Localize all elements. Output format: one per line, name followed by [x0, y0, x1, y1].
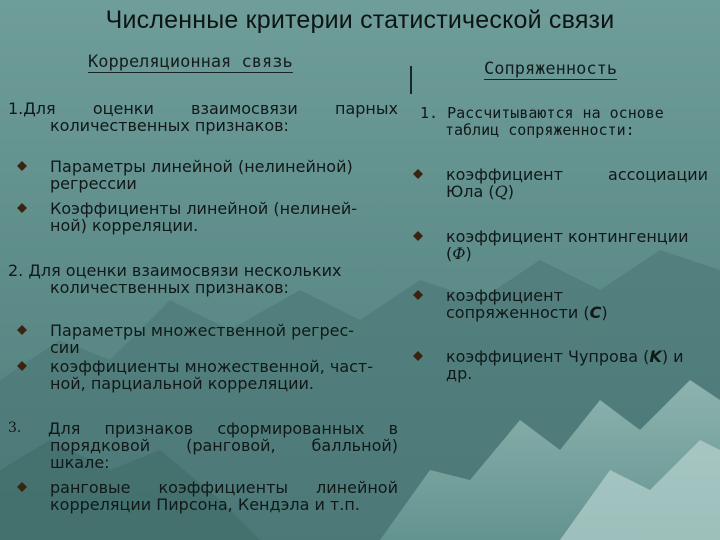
- right-bullet-3-line2-pre: сопряженности (: [446, 303, 590, 322]
- left-section-1-word-2: взаимосвязи: [191, 99, 298, 118]
- right-bullet-1-line2: [446, 183, 708, 200]
- left-bullet-1-line1: Параметры линейной (нелинейной): [50, 157, 353, 176]
- left-section-3-heading-line3: шкале:: [50, 453, 110, 472]
- left-section-1-number: 1.Для: [8, 99, 56, 118]
- left-section-3-heading: [8, 420, 398, 471]
- right-bullet-2: [446, 228, 708, 262]
- left-section-3-heading-line1-text: Для признаков сформированных в: [48, 419, 398, 438]
- bullet-diamond-icon: [17, 482, 27, 492]
- left-bullet-3-line2: сии: [50, 338, 80, 357]
- bullet-diamond-icon: [413, 169, 423, 179]
- left-bullet-3: [50, 322, 400, 356]
- right-section-heading: [420, 105, 710, 139]
- bullet-diamond-icon: [17, 325, 27, 335]
- left-section-1-heading-line2: количественных признаков:: [50, 116, 289, 135]
- page-title: Численные критерии статистической связи: [105, 6, 615, 34]
- right-bullet-1-line2-post: ): [507, 182, 515, 201]
- left-bullet-5-line1: ранговые коэффициенты линейной: [50, 478, 398, 497]
- right-bullet-4-symbol: K: [649, 347, 662, 366]
- right-bullet-4-line1-post: ) и: [661, 347, 684, 366]
- left-column-heading-text: Корреляционная связь: [88, 52, 293, 72]
- left-bullet-2-line1: Коэффициенты линейной (нелиней-: [50, 199, 358, 218]
- bullet-diamond-icon: [413, 290, 423, 300]
- left-bullet-1: [50, 158, 400, 192]
- right-bullet-4-line1: [446, 348, 708, 365]
- bullet-diamond-icon: [413, 351, 423, 361]
- bullet-diamond-icon: [17, 161, 27, 171]
- right-column-heading: [484, 59, 617, 79]
- right-bullet-1-line1: [446, 166, 708, 183]
- left-bullet-1-line2: регрессии: [50, 174, 137, 193]
- bullet-diamond-icon: [17, 203, 27, 213]
- right-bullet-1: [446, 166, 708, 200]
- right-bullet-2-line2-pre: (: [446, 244, 453, 263]
- left-bullet-3-line1: Параметры множественной регрес-: [50, 321, 355, 340]
- right-bullet-1-word-2: ассоциации: [608, 165, 708, 184]
- left-section-3-number: 3.: [8, 420, 22, 436]
- right-bullet-1-symbol: Q: [494, 182, 508, 201]
- right-section-heading-line2: таблиц сопряженности:: [445, 121, 635, 139]
- left-section-1-heading-line1: [8, 100, 398, 117]
- left-bullet-5: [50, 479, 398, 513]
- right-section-heading-line1: 1. Рассчитываются на основе: [420, 104, 664, 122]
- left-bullet-4-line2: ной, парциальной корреляции.: [50, 374, 314, 393]
- column-divider: [410, 66, 412, 94]
- left-column-heading: [88, 52, 293, 72]
- left-bullet-2: [50, 200, 400, 234]
- right-column-heading-text: Сопряженность: [484, 59, 618, 79]
- right-bullet-1-line2-pre: Юла (: [446, 182, 495, 201]
- right-bullet-4-line1-pre: коэффициент Чупрова (: [446, 347, 650, 366]
- left-section-3-heading-line2: порядковой (ранговой, балльной): [50, 436, 398, 455]
- left-section-2-heading-line1: 2. Для оценки взаимосвязи нескольких: [8, 261, 342, 280]
- bullet-diamond-icon: [17, 361, 27, 371]
- right-bullet-3-line1: коэффициент: [446, 286, 563, 305]
- right-bullet-4-line2: др.: [446, 364, 473, 383]
- right-bullet-2-line1: коэффициент контингенции: [446, 227, 689, 246]
- left-section-1-word-1: оценки: [92, 99, 154, 118]
- left-bullet-2-line2: ной) корреляции.: [50, 216, 199, 235]
- right-bullet-2-symbol: Ф: [452, 244, 466, 263]
- left-section-2-heading-line2: количественных признаков:: [50, 278, 289, 297]
- left-bullet-4-line1: коэффициенты множественной, част-: [50, 357, 374, 376]
- left-bullet-4: [50, 358, 405, 392]
- right-bullet-4: [446, 348, 708, 382]
- right-bullet-2-line2-post: ): [465, 244, 472, 263]
- right-bullet-3-line2: [446, 304, 708, 321]
- left-section-1-heading: [8, 100, 398, 134]
- right-bullet-3-symbol: C: [589, 303, 602, 322]
- right-bullet-1-word-1: коэффициент: [446, 165, 563, 184]
- left-bullet-5-line2: корреляции Пирсона, Кендэла и т.п.: [50, 495, 360, 514]
- left-section-3-heading-line1: [8, 420, 398, 437]
- left-section-2-heading: [8, 262, 398, 296]
- left-section-1-word-3: парных: [335, 99, 398, 118]
- right-bullet-2-line2: [446, 245, 708, 262]
- right-bullet-3-line2-post: ): [601, 303, 608, 322]
- bullet-diamond-icon: [413, 231, 423, 241]
- right-bullet-3: [446, 287, 708, 321]
